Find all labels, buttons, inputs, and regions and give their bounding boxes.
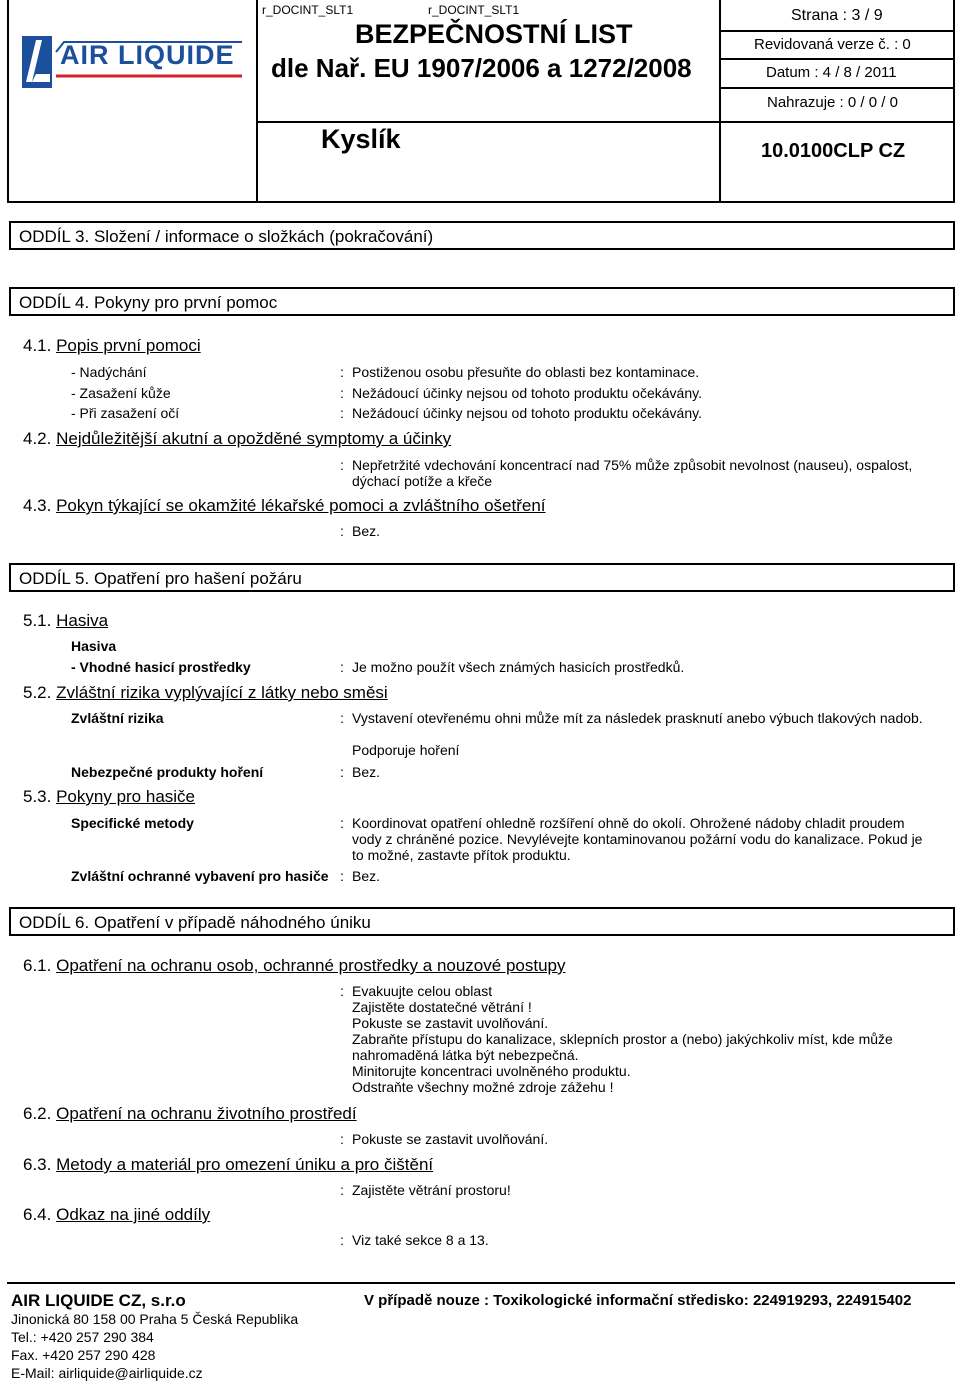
header-divider-row3 [719,87,955,89]
colon: : [340,815,344,831]
page-number: Strana : 3 / 9 [791,7,883,24]
product-code: 10.0100CLP CZ [761,140,906,162]
skin-value [340,385,940,401]
specific-methods-value [340,815,930,863]
doc-regulation: dle Nař. EU 1907/2006 a 1272/2008 [271,53,692,83]
footer-company: AIR LIQUIDE CZ, s.r.o [11,1291,186,1310]
value-text: Postiženou osobu přesuňte do oblasti bez kontaminace. [352,364,700,380]
eye-value [340,405,940,421]
subsection-title: Hasiva [56,611,109,630]
precaution-item: Minitorujte koncentraci uvolněného produktu. [352,1063,631,1079]
footer-fax: Fax. +420 257 290 428 [11,1347,156,1363]
colon: : [340,983,344,999]
value-text: Nežádoucí účinky nejsou od tohoto produktu očekávány. [352,385,702,401]
colon: : [340,868,344,884]
special-risk-value [340,710,950,726]
subsection-number: 6.2. [23,1104,52,1123]
subsection-title: Popis první pomoci [56,336,201,355]
section-3-header: ODDÍL 3. Složení / informace o složkách (pokračování) [9,221,955,250]
value-text: Nežádoucí účinky nejsou od tohoto produktu očekávány. [352,405,702,421]
subsection-title: Odkaz na jiné oddíly [56,1205,211,1224]
subsection-title: Opatření na ochranu osob, ochranné prostředky a nouzové postupy [56,956,566,975]
value-text: Je možno použít všech známých hasicích prostředků. [352,659,685,675]
subsection-6-1 [23,956,565,976]
subsection-5-3 [23,787,195,807]
colon: : [340,523,344,539]
precaution-item: Zabraňte přístupu do kanalizace, sklepních prostor a (nebo) jakýchkoliv míst, kde může nahromaděná látka být nebezpečná. [352,1031,893,1063]
section-6-header: ODDÍL 6. Opatření v případě náhodného úniku [9,907,955,936]
subsection-number: 4.3. [23,496,52,515]
value-text: Nepřetržité vdechování koncentrací nad 75% může způsobit nevolnost (nauseu), ospalost, dýchací potíže a křeče [352,457,913,489]
environmental-value [340,1131,940,1147]
section-4-header: ODDÍL 4. Pokyny pro první pomoc [9,287,955,316]
cleanup-value [340,1182,940,1198]
subsection-number: 6.4. [23,1205,52,1224]
subsection-4-2 [23,429,451,449]
inhalation-label: - Nadýchání [71,364,147,380]
subsection-title: Metody a materiál pro omezení úniku a pro čištění [56,1155,434,1174]
colon: : [340,1182,344,1198]
header-divider-row2 [719,58,955,60]
product-name: Kyslík [321,124,401,154]
value-text: Koordinovat opatření ohledně rozšíření ohně do okolí. Ohrožené nádoby chladit proudem vody z chráněné pozice. Nevylévejte kontaminovanou požární vodu do kanalizace. Pokud je to možné, zastavte přítok produktu. [352,815,923,863]
reference-value [340,1232,940,1248]
precaution-item: Evakuujte celou oblast [352,983,493,999]
colon: : [340,1131,344,1147]
subsection-number: 4.1. [23,336,52,355]
subsection-4-1 [23,336,201,356]
footer-email: E-Mail: airliquide@airliquide.cz [11,1365,203,1381]
subsection-title: Pokyn týkající se okamžité lékařské pomoci a zvláštního ošetření [56,496,546,515]
footer-address: Jinonická 80 158 00 Praha 5 Česká Republika [11,1311,299,1327]
revision: Revidovaná verze č. : 0 [754,36,911,53]
subsection-title: Nejdůležitější akutní a opožděné symptomy a účinky [56,429,452,448]
colon: : [340,385,344,401]
special-risk-label: Zvláštní rizika [71,710,164,726]
subsection-number: 4.2. [23,429,52,448]
subsection-number: 5.2. [23,683,52,702]
colon: : [340,659,344,675]
footer-tel: Tel.: +420 257 290 384 [11,1329,154,1345]
subsection-6-2 [23,1104,357,1124]
subsection-title: Zvláštní rizika vyplývající z látky nebo směsi [56,683,388,702]
protective-equipment-label: Zvláštní ochranné vybavení pro hasiče [71,868,329,884]
value-text: Zajistěte větrání prostoru! [352,1182,511,1198]
combustion-products-label: Nebezpečné produkty hoření [71,764,264,780]
doc-title: BEZPEČNOSTNÍ LIST [355,19,633,49]
subsection-6-3 [23,1155,433,1175]
subsection-4-3 [23,496,546,516]
precaution-item: Pokuste se zastavit uvolňování. [352,1015,549,1031]
subsection-5-2 [23,683,388,703]
header-divider-row4 [257,121,955,123]
medical-value [340,523,940,539]
subsection-number: 5.1. [23,611,52,630]
precaution-item: Odstraňte všechny možné zdroje zážehu ! [352,1079,614,1095]
colon: : [340,710,344,726]
protective-equipment-value [340,868,940,884]
subsection-number: 6.3. [23,1155,52,1174]
symptoms-value [340,457,940,489]
value-text: Bez. [352,868,381,884]
value-text: Viz také sekce 8 a 13. [352,1232,489,1248]
logo-text: AIR LIQUIDE [60,40,235,70]
precaution-item: Zajistěte dostatečné větrání ! [352,999,532,1015]
hasiva-label: Hasiva [71,638,117,654]
value-text: Podporuje hoření [352,742,460,758]
eye-label: - Při zasažení očí [71,405,180,421]
colon: : [340,457,344,473]
skin-label: - Zasažení kůže [71,385,171,401]
doc-ref-right: r_DOCINT_SLT1 [428,3,520,17]
section-5-header: ODDÍL 5. Opatření pro hašení požáru [9,563,955,592]
suitable-media-label: - Vhodné hasicí prostředky [71,659,251,675]
colon: : [340,364,344,380]
subsection-number: 5.3. [23,787,52,806]
colon: : [340,764,344,780]
colon: : [340,405,344,421]
subsection-title: Opatření na ochranu životního prostředí [56,1104,357,1123]
colon: : [340,1232,344,1248]
value-text: Bez. [352,764,381,780]
inhalation-value [340,364,940,380]
subsection-title: Pokyny pro hasiče [56,787,195,806]
footer-emergency: V případě nouze : Toxikologické informační středisko: 224919293, 224915402 [364,1292,912,1309]
replaces: Nahrazuje : 0 / 0 / 0 [767,94,898,111]
subsection-6-4 [23,1205,210,1225]
footer-divider [7,1282,955,1284]
subsection-5-1 [23,611,108,631]
suitable-media-value [340,659,940,675]
value-text: Vystavení otevřenému ohni může mít za následek prasknutí anebo výbuch tlakových nadob. [352,710,923,726]
header-divider-left [256,0,258,203]
date: Datum : 4 / 8 / 2011 [766,64,897,81]
personal-precautions-value [340,983,920,1095]
special-risk-value-2 [340,742,940,758]
specific-methods-label: Specifické metody [71,815,194,831]
value-text: Pokuste se zastavit uvolňování. [352,1131,549,1147]
header-divider-row1 [719,30,955,32]
combustion-products-value [340,764,940,780]
doc-ref-left: r_DOCINT_SLT1 [262,3,354,17]
value-text: Bez. [352,523,381,539]
subsection-number: 6.1. [23,956,52,975]
